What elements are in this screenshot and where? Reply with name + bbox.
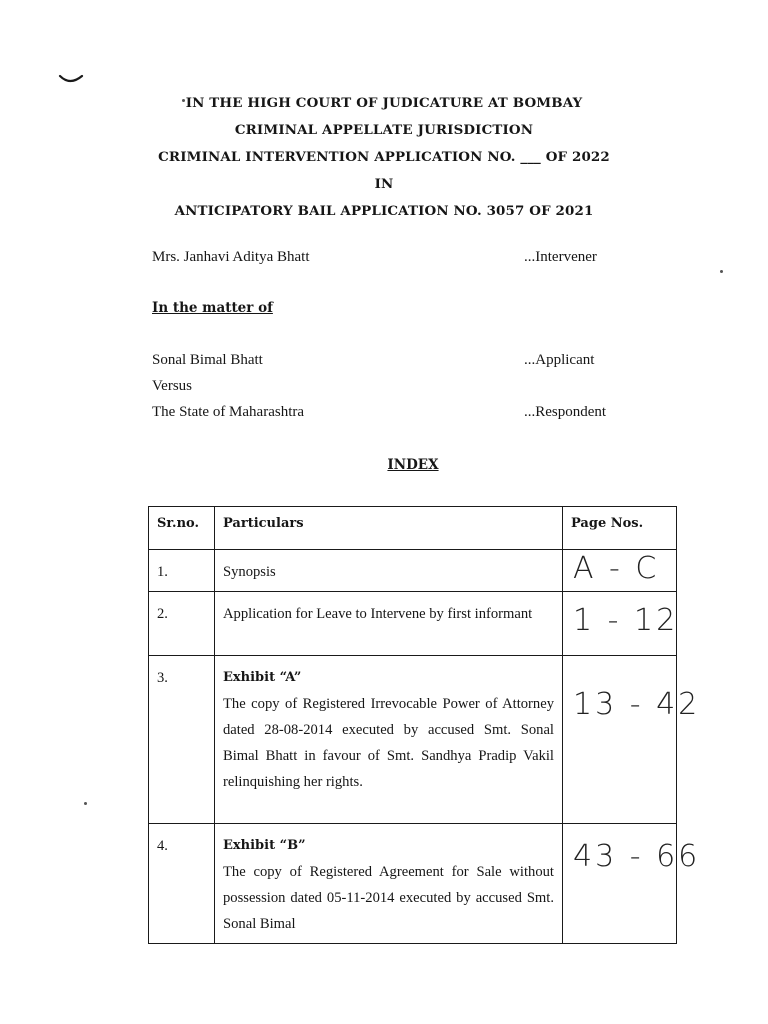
bail-application-number: ANTICIPATORY BAIL APPLICATION NO. 3057 OF 2021 (174, 203, 594, 219)
intervener-role: ...Intervener (524, 249, 597, 265)
court-name: IN THE HIGH COURT OF JUDICATURE AT BOMBAY (185, 95, 583, 111)
exhibit-description: The copy of Registered Irrevocable Power of Attorney dated 28-08-2014 executed by accused Smt. Sonal Bimal Bhatt in favour of Smt. Sandhya Pradip Vakil relinquishing her rights. (223, 696, 554, 790)
header-particulars: Particulars (215, 507, 563, 550)
versus-text: Versus (152, 378, 192, 394)
matter-heading: In the matter of (152, 300, 273, 316)
respondent-role: ...Respondent (524, 404, 607, 420)
row-srno: 1. (149, 550, 215, 592)
case-header (0, 90, 768, 225)
exhibit-label: Exhibit “B” (223, 838, 306, 853)
handwritten-mark (58, 72, 84, 86)
handwritten-page-numbers: A - C (573, 551, 660, 586)
applicant-role: ...Applicant (524, 352, 595, 368)
application-number: CRIMINAL INTERVENTION APPLICATION NO. ___ OF 2022 (158, 149, 610, 165)
row-pages (563, 550, 677, 592)
respondent-name: The State of Maharashtra (152, 404, 305, 420)
row-pages (563, 592, 677, 656)
jurisdiction: CRIMINAL APPELLATE JURISDICTION (234, 122, 534, 138)
handwritten-page-numbers: 1 - 12 (573, 603, 679, 638)
header-in: IN (374, 176, 394, 192)
scan-speck (720, 270, 723, 273)
row-particulars (215, 656, 563, 824)
row-srno: 4. (149, 824, 215, 944)
exhibit-label: Exhibit “A” (223, 670, 302, 685)
table-row (149, 550, 677, 592)
exhibit-description: The copy of Registered Agreement for Sale without possession dated 05-11-2014 executed by accused Smt. Sonal Bimal (223, 864, 554, 932)
row-particulars: Synopsis (215, 550, 563, 592)
table-row (149, 656, 677, 824)
scan-speck (84, 802, 87, 805)
table-row (149, 592, 677, 656)
row-srno: 2. (149, 592, 215, 656)
header-srno: Sr.no. (149, 507, 215, 550)
row-pages (563, 824, 701, 944)
handwritten-page-numbers: 13 - 42 (573, 687, 701, 722)
intervener-name: Mrs. Janhavi Aditya Bhatt (152, 249, 310, 265)
row-pages (563, 656, 701, 824)
index-table (148, 506, 701, 944)
applicant-name: Sonal Bimal Bhatt (152, 352, 263, 368)
index-title: INDEX (387, 457, 439, 473)
row-particulars (215, 824, 563, 944)
header-pages: Page Nos. (563, 507, 677, 550)
handwritten-page-numbers: 43 - 66 (573, 839, 701, 874)
row-particulars: Application for Leave to Intervene by first informant (215, 592, 563, 656)
table-row (149, 824, 677, 944)
table-header-row (149, 507, 677, 550)
row-srno: 3. (149, 656, 215, 824)
